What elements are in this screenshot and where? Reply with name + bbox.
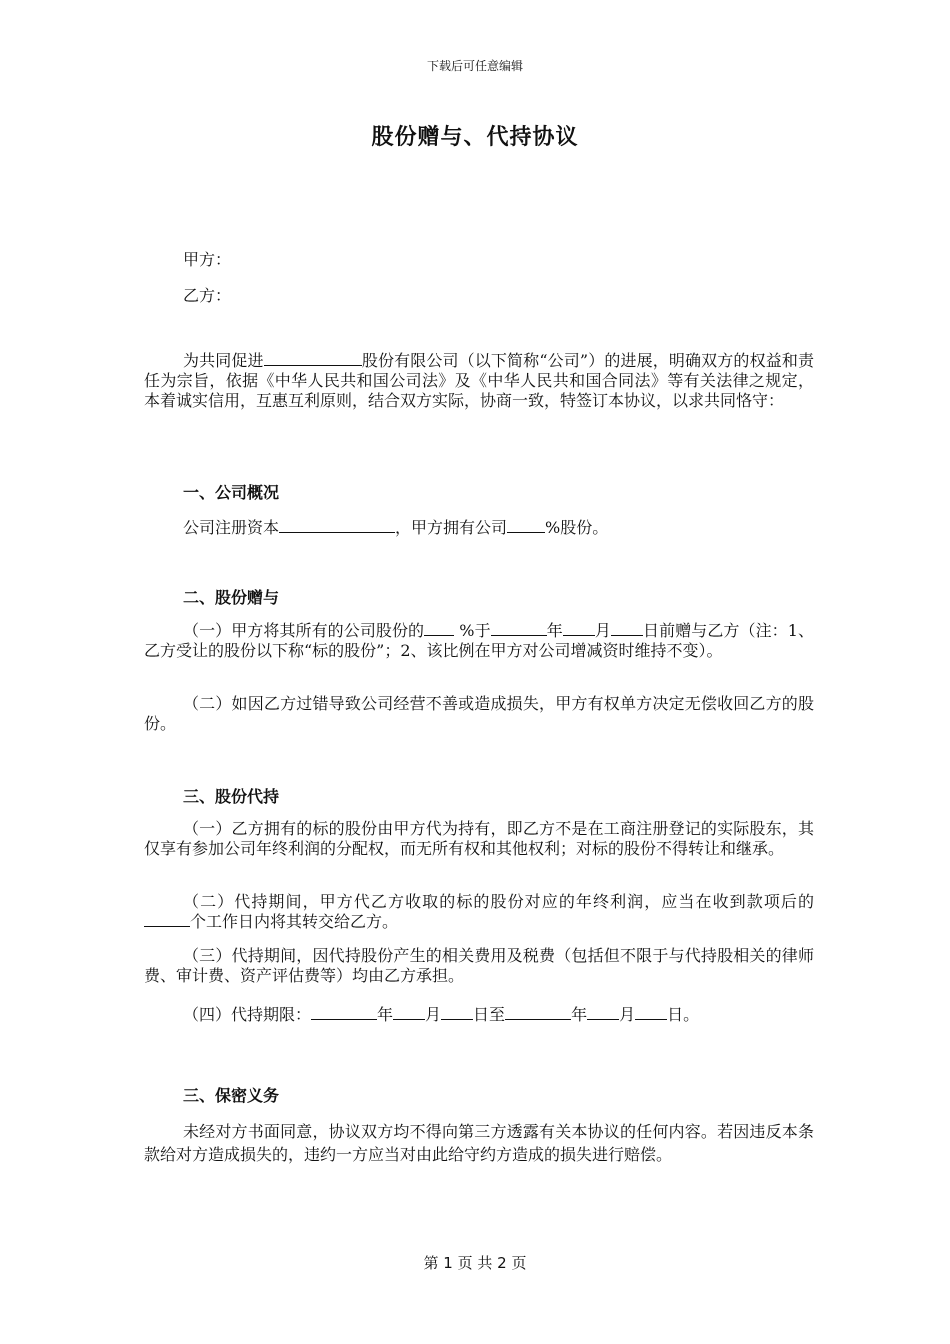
holding-term-label: （四）代持期限： (183, 1005, 312, 1024)
section-3-paragraph-2 (144, 892, 814, 932)
end-month-blank (587, 1005, 619, 1020)
end-day-blank (635, 1005, 667, 1020)
gift-text-start: （一）甲方将其所有的公司股份的 (183, 621, 425, 640)
company-name-blank (264, 351, 362, 366)
start-month-blank (393, 1005, 425, 1020)
party-a-label: 甲方： (183, 250, 232, 269)
share-percent-blank (507, 518, 545, 533)
gift-year-blank (491, 621, 547, 636)
section-4-paragraph-1: 未经对方书面同意，协议双方均不得向第三方透露有关本协议的任何内容。若因违反本条款给对方造成损失的，违约一方应当对由此给守约方造成的损失进行赔偿。 (144, 1122, 814, 1164)
section-3-heading: 三、股份代持 (183, 787, 280, 806)
end-day-label: 日。 (667, 1005, 700, 1024)
gift-day-blank (611, 621, 643, 636)
start-day-blank (441, 1005, 473, 1020)
gift-month-blank (563, 621, 595, 636)
profit-transfer-text-start: （二）代持期间，甲方代乙方收取的标的股份对应的年终利润，应当在收到款项后的 (183, 892, 814, 911)
gift-percent-blank (424, 621, 454, 636)
end-year-label: 年 (571, 1005, 588, 1024)
gift-text-year: 年 (546, 621, 563, 640)
registered-capital-label: 公司注册资本 (183, 518, 280, 537)
share-percent-suffix: %股份。 (545, 518, 609, 537)
start-day-label: 日至 (473, 1005, 506, 1024)
intro-text-start: 为共同促进 (183, 351, 264, 370)
end-month-label: 月 (619, 1005, 636, 1024)
intro-paragraph (144, 351, 814, 411)
profit-transfer-text-rest: 个工作日内将其转交给乙方。 (190, 912, 399, 931)
gift-text-percent: %于 (459, 621, 491, 640)
gift-text-month: 月 (594, 621, 611, 640)
page-footer: 第 1 页 共 2 页 (423, 1254, 527, 1272)
section-4-heading: 三、保密义务 (183, 1086, 280, 1105)
workdays-blank (144, 912, 190, 927)
registered-capital-blank (279, 518, 395, 533)
start-year-label: 年 (377, 1005, 394, 1024)
party-b-label: 乙方： (183, 286, 232, 305)
section-3-paragraph-4 (183, 1002, 699, 1025)
section-3-paragraph-1: （一）乙方拥有的标的股份由甲方代为持有，即乙方不是在工商注册登记的实际股东，其仅享有参加公司年终利润的分配权，而无所有权和其他权利；对标的股份不得转让和继承。 (144, 819, 814, 858)
party-a-share-label: ，甲方拥有公司 (395, 518, 508, 537)
header-note: 下载后可任意编辑 (426, 59, 523, 73)
section-2-paragraph-2: （二）如因乙方过错导致公司经营不善或造成损失，甲方有权单方决定无偿收回乙方的股份。 (144, 694, 814, 733)
start-year-blank (311, 1005, 377, 1020)
section-2-paragraph-1 (144, 621, 814, 661)
start-month-label: 月 (425, 1005, 442, 1024)
document-title: 股份赠与、代持协议 (371, 125, 579, 150)
gift-text-rest: 日前赠与乙方（注：1、乙方受让的股份以下称“标的股份”；2、该比例在甲方对公司增减资时维持不变）。 (144, 621, 814, 660)
section-3-paragraph-3: （三）代持期间，因代持股份产生的相关费用及税费（包括但不限于与代持股相关的律师费、审计费、资产评估费等）均由乙方承担。 (144, 946, 814, 985)
section-1-heading: 一、公司概况 (183, 483, 280, 502)
section-1-line (183, 515, 608, 538)
intro-text-rest: 股份有限公司（以下简称“公司”）的进展，明确双方的权益和责任为宗旨，依据《中华人民共和国公司法》及《中华人民共和国合同法》等有关法律之规定，本着诚实信用，互惠互利原则，结合双方实际，协商一致，特签订本协议，以求共同恪守： (144, 351, 814, 410)
section-2-heading: 二、股份赠与 (183, 588, 280, 607)
end-year-blank (505, 1005, 571, 1020)
